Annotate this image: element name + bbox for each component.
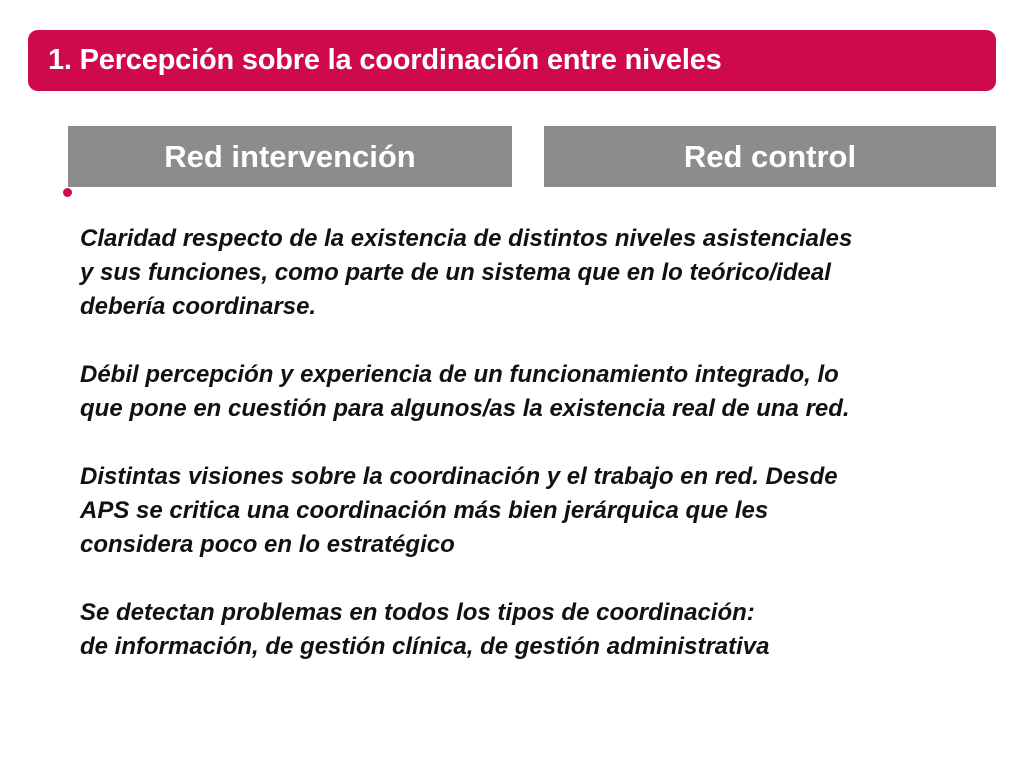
- paragraph-debil-percepcion: [80, 358, 1010, 426]
- text-line: Distintas visiones sobre la coordinación y el trabajo en red. Desde: [80, 463, 838, 490]
- column-header-control: [544, 126, 996, 187]
- paragraph-problemas-coordinacion: [80, 596, 1010, 664]
- slide-body: [80, 222, 1010, 698]
- title-banner: [28, 30, 996, 91]
- text-line: Claridad respecto de la existencia de distintos niveles asistenciales: [80, 225, 853, 252]
- text-line: que pone en cuestión para algunos/as la existencia real de una red.: [80, 395, 850, 422]
- paragraph-distintas-visiones: [80, 460, 1010, 562]
- text-line: Débil percepción y experiencia de un funcionamiento integrado, lo: [80, 361, 839, 388]
- column-header-intervencion-label: Red intervención: [164, 138, 416, 174]
- bullet-dot-icon: [63, 188, 72, 197]
- text-line: considera poco en lo estratégico: [80, 531, 455, 558]
- text-line: debería coordinarse.: [80, 293, 317, 320]
- text-line: APS se critica una coordinación más bien jerárquica que les: [80, 497, 769, 524]
- slide-title: 1. Percepción sobre la coordinación entre niveles: [48, 44, 722, 76]
- paragraph-claridad: [80, 222, 1010, 324]
- column-header-control-label: Red control: [683, 138, 857, 174]
- text-line: de información, de gestión clínica, de gestión administrativa: [80, 633, 770, 660]
- text-line: y sus funciones, como parte de un sistema que en lo teórico/ideal: [80, 259, 831, 286]
- column-header-intervencion: [68, 126, 512, 187]
- text-line: Se detectan problemas en todos los tipos de coordinación:: [80, 599, 755, 626]
